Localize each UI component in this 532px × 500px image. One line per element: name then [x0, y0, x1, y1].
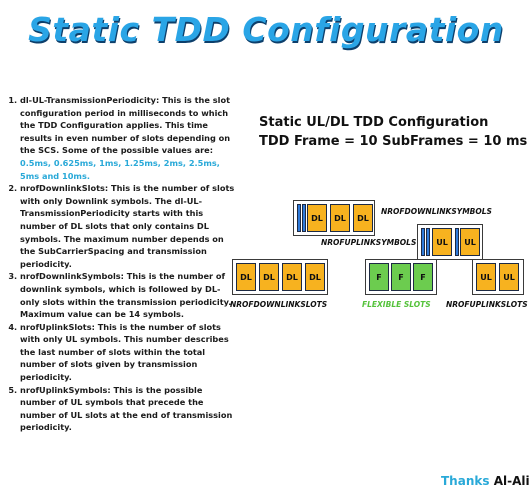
symbol-bar [426, 228, 430, 256]
list-item: 5. nrofUplinkSymbols: This is the possible number of UL symbols that precede the number of UL slots at the end of transmission periodicity. [20, 384, 238, 434]
flexible-slot: F [391, 263, 411, 291]
dl-slot: DL [282, 263, 302, 291]
flexible-slot: F [413, 263, 433, 291]
dl-slot: DL [330, 204, 350, 232]
dl-slot: DL [353, 204, 373, 232]
credits: Thanks Al-Ali [441, 474, 530, 488]
dl-slot: DL [305, 263, 325, 291]
list-item: 3. nrofDownlinkSymbols: This is the number of downlink symbols, which is followed by DL-only slots within the transmission periodicity. Maximum value can be 14 symbols. [20, 270, 238, 320]
dl-slot: DL [236, 263, 256, 291]
diagram-title: Static UL/DL TDD Configuration [259, 115, 489, 130]
flexible-slot: F [369, 263, 389, 291]
definitions-list [8, 94, 238, 434]
list-item: 4. nrofUplinkSlots: This is the number of slots with only UL symbols. This number describes the last number of slots within the total number of slots given by transmission periodicity. [20, 321, 238, 384]
diagram-subtitle: TDD Frame = 10 SubFrames = 10 ms [259, 134, 528, 149]
symbol-bar [455, 228, 459, 256]
symbol-bar [421, 228, 425, 256]
dl-slot: DL [307, 204, 327, 232]
page-title: Static TDD Configuration [28, 10, 504, 49]
dl-slot: DL [259, 263, 279, 291]
ul-slot: UL [432, 228, 452, 256]
ul-slot: UL [460, 228, 480, 256]
label-dl-symbols: NROFDOWNLINKSYMBOLS [381, 207, 492, 216]
list-item: 1. dl-UL-TransmissionPeriodicity: This is the slot configuration period in milliseconds to which the TDD Configuration applies. This time results in even number of slots depending on the SCS. Some of the possible values are: 0.5ms, 0.625ms, 1ms, 1.25ms, 2ms, 2.5ms, 5ms and 10ms. [20, 94, 238, 182]
label-ul-symbols: NROFUPLINKSYMBOLS [321, 238, 417, 247]
label-ul-slots: NROFUPLINKSLOTS [446, 300, 528, 309]
label-flexible-slots: FLEXIBLE SLOTS [362, 300, 431, 309]
symbol-bar [302, 204, 306, 232]
list-item: 2. nrofDownlinkSlots: This is the number of slots with only Downlink symbols. The dl-UL-TransmissionPeriodicity starts with this number of DL slots that only contains DL symbols. The maximum number depends on the SubCarrierSpacing and transmission periodicity. [20, 182, 238, 270]
symbol-bar [297, 204, 301, 232]
ul-slot: UL [476, 263, 496, 291]
ul-slot: UL [499, 263, 519, 291]
label-dl-slots: NROFDOWNLINKSLOTS [230, 300, 328, 309]
